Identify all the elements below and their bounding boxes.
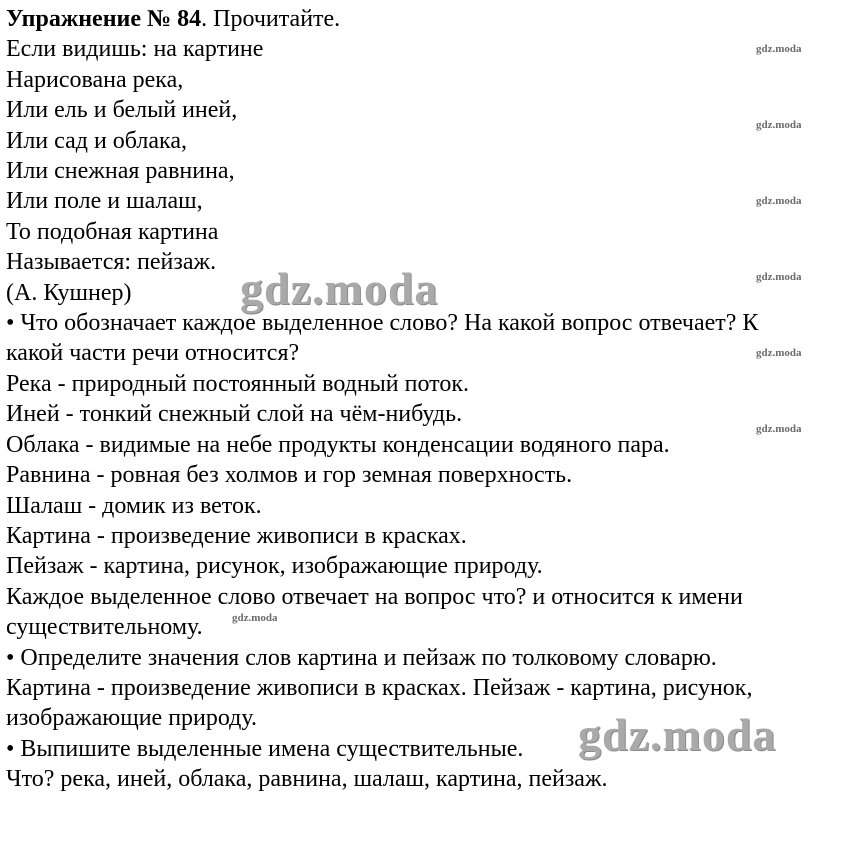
task2-answer-cont: изображающие природу. xyxy=(6,705,257,732)
task1-question: • Что обозначает каждое выделенное слово? На какой вопрос отвечает? К xyxy=(6,310,759,337)
task3-answer: Что? река, иней, облака, равнина, шалаш, картина, пейзаж. xyxy=(6,766,608,793)
definition-line: Картина - произведение живописи в красках. xyxy=(6,522,467,549)
watermark-small: gdz.moda xyxy=(756,195,802,207)
poem-line: То подобная картина xyxy=(6,218,219,245)
exercise-title xyxy=(6,4,856,34)
watermark-small: gdz.moda xyxy=(756,119,802,131)
watermark-small: gdz.moda xyxy=(232,612,278,624)
task1-conclusion: Каждое выделенное слово отвечает на вопрос что? и относится к имени xyxy=(6,583,743,610)
definition-line: Облака - видимые на небе продукты конденсации водяного пара. xyxy=(6,431,670,458)
definition-line: Иней - тонкий снежный слой на чём-нибудь. xyxy=(6,401,463,428)
exercise-page xyxy=(6,4,856,795)
poem-line: Если видишь: на картине xyxy=(6,36,264,63)
definition-line: Пейзаж - картина, рисунок, изображающие природу. xyxy=(6,553,543,580)
task1-question-cont: какой части речи относится? xyxy=(6,340,300,367)
watermark-large: gdz.moda xyxy=(578,709,777,760)
task2-question: • Определите значения слов картина и пейзаж по толковому словарю. xyxy=(6,644,717,671)
watermark-small: gdz.moda xyxy=(756,43,802,55)
definition-line: Равнина - ровная без холмов и гор земная поверхность. xyxy=(6,462,573,489)
watermark-large: gdz.moda xyxy=(240,263,439,314)
poem-line: Или поле и шалаш, xyxy=(6,188,203,215)
poem-author: (А. Кушнер) xyxy=(6,279,132,306)
watermark-small: gdz.moda xyxy=(756,347,802,359)
poem-line: Или снежная равнина, xyxy=(6,158,235,185)
task2-answer: Картина - произведение живописи в красках. Пейзаж - картина, рисунок, xyxy=(6,674,753,701)
definition-line: Река - природный постоянный водный поток. xyxy=(6,370,470,397)
exercise-number: Упражнение № 84 xyxy=(6,6,202,32)
poem-line: Или ель и белый иней, xyxy=(6,97,238,124)
task3-question: • Выпишите выделенные имена существительные. xyxy=(6,735,524,762)
poem-line: Нарисована река, xyxy=(6,66,184,93)
watermark-small: gdz.moda xyxy=(756,423,802,435)
watermark-small: gdz.moda xyxy=(756,271,802,283)
poem-line: Называется: пейзаж. xyxy=(6,249,217,276)
definition-line: Шалаш - домик из веток. xyxy=(6,492,262,519)
task1-conclusion-cont: существительному. xyxy=(6,614,203,641)
exercise-instruction: . Прочитайте. xyxy=(201,6,341,32)
poem-line: Или сад и облака, xyxy=(6,127,187,154)
